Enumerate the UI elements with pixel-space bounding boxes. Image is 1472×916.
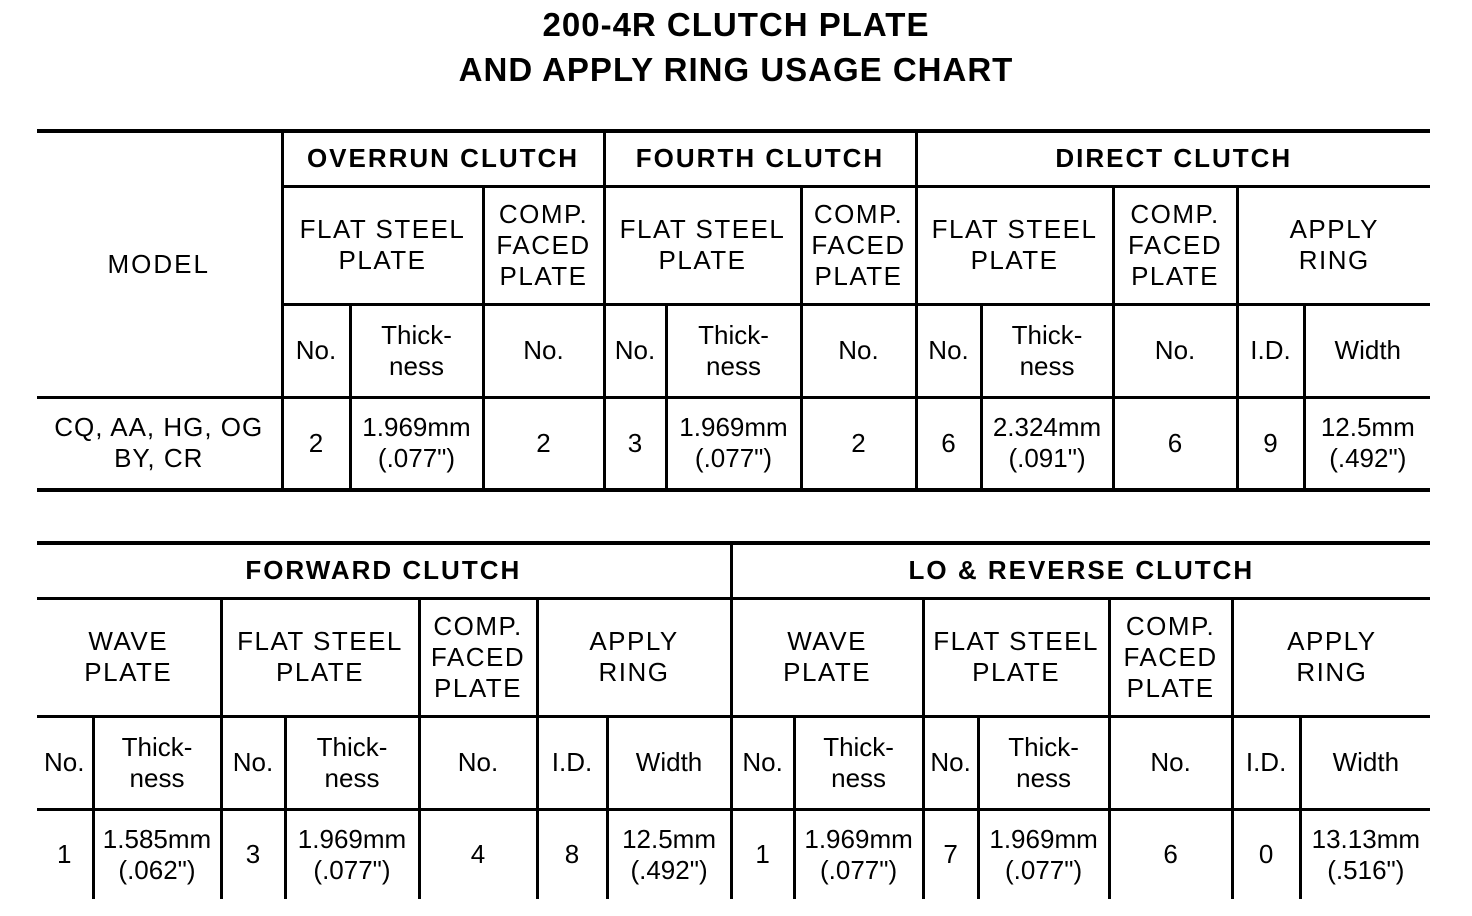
lr-apply-width-cell — [1300, 809, 1430, 899]
fourth-flat-steel-label-1: FLAT STEEL — [619, 214, 786, 244]
fourth-flat-thickness-header — [666, 304, 801, 397]
fourth-flat-thickness-cell — [666, 397, 801, 490]
fwd-wave-thickness-header — [93, 716, 221, 809]
thickness-label-1: Thick- — [121, 731, 193, 762]
direct-flat-in: (.091") — [1008, 443, 1086, 474]
lr-comp-faced-header — [1109, 598, 1232, 716]
thickness-label-2: ness — [129, 762, 185, 793]
direct-comp-no-header: No. — [1113, 304, 1237, 397]
overrun-flat-steel-label-1: FLAT STEEL — [299, 214, 466, 244]
fwd-apply-label-1: APPLY — [589, 626, 679, 656]
overrun-flat-thickness-header — [350, 304, 483, 397]
thickness-label-1: Thick- — [1011, 319, 1083, 350]
lr-flat-label-2: PLATE — [972, 657, 1061, 687]
fourth-comp-no-cell: 2 — [801, 397, 916, 490]
fwd-wave-no-cell: 1 — [57, 839, 72, 870]
lr-apply-id-cell: 0 — [1232, 809, 1300, 899]
thickness-label-2: ness — [1016, 762, 1072, 793]
lr-apply-in: (.516") — [1327, 854, 1405, 885]
thickness-label-1: Thick- — [381, 319, 452, 350]
overrun-flat-steel-label-2: PLATE — [338, 245, 427, 275]
usage-table-top — [37, 129, 1430, 492]
lr-comp-label-1: COMP. — [1125, 610, 1216, 641]
lr-flat-label-1: FLAT STEEL — [933, 626, 1099, 656]
lr-wave-thickness-cell — [794, 809, 923, 899]
direct-flat-steel-label-1: FLAT STEEL — [931, 214, 1098, 244]
overrun-flat-in: (.077") — [377, 443, 456, 474]
lr-flat-thickness-header — [978, 716, 1109, 809]
thickness-label-1: Thick- — [1008, 731, 1079, 762]
fwd-comp-label-3: PLATE — [434, 672, 522, 703]
fwd-apply-width-header: Width — [607, 716, 731, 809]
thickness-label-1: Thick- — [823, 731, 894, 762]
fwd-flat-in: (.077") — [313, 854, 391, 885]
fwd-comp-label-1: COMP. — [433, 610, 523, 641]
lr-flat-mm: 1.969mm — [989, 823, 1098, 854]
direct-clutch-header: DIRECT CLUTCH — [916, 131, 1430, 186]
fourth-comp-label-1: COMP. — [813, 198, 904, 229]
fwd-wave-label-1: WAVE — [88, 626, 169, 656]
fourth-comp-no-header: No. — [801, 304, 916, 397]
fwd-wave-no-header: No. — [37, 716, 93, 809]
direct-comp-label-1: COMP. — [1130, 198, 1220, 229]
direct-apply-mm: 12.5mm — [1320, 412, 1415, 443]
direct-flat-thickness-cell — [981, 397, 1113, 490]
fwd-wave-mm: 1.585mm — [102, 823, 212, 854]
lr-wave-in: (.077") — [820, 854, 898, 885]
fwd-apply-width-cell — [607, 809, 731, 899]
overrun-comp-label-1: COMP. — [498, 198, 589, 229]
fourth-clutch-header: FOURTH CLUTCH — [604, 131, 916, 186]
lr-apply-width-header: Width — [1300, 716, 1430, 809]
fwd-flat-mm: 1.969mm — [297, 823, 407, 854]
fwd-flat-thickness-cell — [285, 809, 419, 899]
fwd-flat-no-cell: 3 — [221, 809, 285, 899]
direct-flat-steel-label-2: PLATE — [970, 245, 1059, 275]
lr-flat-no-cell: 7 — [923, 809, 978, 899]
lo-reverse-clutch-header: LO & REVERSE CLUTCH — [731, 543, 1430, 598]
thickness-label-1: Thick- — [316, 731, 388, 762]
fwd-wave-plate-header — [37, 598, 221, 716]
fourth-flat-mm: 1.969mm — [679, 412, 788, 443]
thickness-label-2: ness — [1019, 350, 1075, 381]
lr-flat-thickness-cell — [978, 809, 1109, 899]
fourth-flat-no-cell: 3 — [604, 397, 666, 490]
fwd-apply-ring-header — [537, 598, 731, 716]
fwd-comp-no-header: No. — [419, 716, 537, 809]
model-header — [37, 131, 282, 397]
fwd-apply-id-header: I.D. — [537, 716, 607, 809]
overrun-comp-faced-header — [483, 186, 604, 304]
lr-apply-label-1: APPLY — [1287, 626, 1377, 656]
lr-comp-label-3: PLATE — [1126, 672, 1215, 703]
overrun-flat-steel-header — [282, 186, 483, 304]
lr-flat-in: (.077") — [1005, 854, 1083, 885]
direct-comp-no-cell: 6 — [1113, 397, 1237, 490]
fwd-apply-id-cell: 8 — [537, 809, 607, 899]
lr-apply-mm: 13.13mm — [1311, 823, 1421, 854]
fwd-comp-label-2: FACED — [430, 641, 526, 672]
fourth-comp-faced-header — [801, 186, 916, 304]
direct-flat-steel-header — [916, 186, 1113, 304]
lr-comp-no-header: No. — [1109, 716, 1232, 809]
lr-comp-label-2: FACED — [1123, 641, 1218, 672]
model-cell — [37, 397, 282, 490]
direct-apply-id-header: I.D. — [1237, 304, 1304, 397]
direct-apply-label-1: APPLY — [1289, 214, 1379, 244]
direct-apply-in: (.492") — [1329, 443, 1407, 474]
direct-comp-label-2: FACED — [1127, 229, 1223, 260]
overrun-flat-thickness-cell — [350, 397, 483, 490]
overrun-flat-no-header: No. — [282, 304, 350, 397]
direct-apply-id-cell: 9 — [1237, 397, 1304, 490]
direct-flat-thickness-header — [981, 304, 1113, 397]
lr-wave-no-cell: 1 — [731, 809, 794, 899]
lr-apply-label-2: RING — [1296, 657, 1368, 687]
lr-wave-label-1: WAVE — [787, 626, 867, 656]
overrun-clutch-header: OVERRUN CLUTCH — [282, 131, 604, 186]
thickness-label-1: Thick- — [698, 319, 769, 350]
fwd-flat-thickness-header — [285, 716, 419, 809]
fwd-comp-faced-header — [419, 598, 537, 716]
overrun-comp-no-header: No. — [483, 304, 604, 397]
direct-comp-faced-header — [1113, 186, 1237, 304]
overrun-comp-label-2: FACED — [496, 229, 591, 260]
fwd-apply-in: (.492") — [630, 854, 708, 885]
lr-flat-no-header: No. — [923, 716, 978, 809]
model-header-label: MODEL — [107, 248, 210, 279]
direct-flat-mm: 2.324mm — [992, 412, 1102, 443]
fwd-wave-thickness-cell — [93, 809, 221, 899]
lr-comp-no-cell: 6 — [1109, 809, 1232, 899]
thickness-label-2: ness — [389, 350, 444, 381]
direct-apply-width-cell — [1304, 397, 1430, 490]
lr-wave-mm: 1.969mm — [804, 823, 913, 854]
fourth-flat-steel-header — [604, 186, 801, 304]
lr-apply-ring-header — [1232, 598, 1430, 716]
fourth-flat-no-header: No. — [604, 304, 666, 397]
lr-wave-label-2: PLATE — [783, 657, 872, 687]
overrun-flat-mm: 1.969mm — [362, 412, 471, 443]
thickness-label-2: ness — [706, 350, 761, 381]
direct-apply-width-header: Width — [1304, 304, 1430, 397]
direct-flat-no-header: No. — [916, 304, 981, 397]
fourth-comp-label-3: PLATE — [814, 260, 903, 291]
fwd-wave-in: (.062") — [118, 854, 196, 885]
chart-title-line1: 200-4R CLUTCH PLATE — [542, 6, 930, 43]
fourth-flat-steel-label-2: PLATE — [658, 245, 747, 275]
fwd-apply-mm: 12.5mm — [622, 823, 716, 854]
lr-wave-plate-header — [731, 598, 923, 716]
fwd-comp-no-cell: 4 — [419, 809, 537, 899]
fourth-comp-label-2: FACED — [811, 229, 906, 260]
thickness-label-2: ness — [831, 762, 887, 793]
direct-apply-ring-header — [1237, 186, 1430, 304]
lr-apply-id-header: I.D. — [1232, 716, 1300, 809]
lr-flat-steel-header — [923, 598, 1109, 716]
lr-wave-thickness-header — [794, 716, 923, 809]
fourth-flat-in: (.077") — [694, 443, 773, 474]
direct-flat-no-cell: 6 — [916, 397, 981, 490]
model-codes-line-1: CQ, AA, HG, OG — [54, 412, 264, 443]
fwd-apply-label-2: RING — [598, 657, 670, 687]
overrun-comp-label-3: PLATE — [499, 260, 588, 291]
direct-comp-label-3: PLATE — [1131, 260, 1219, 291]
direct-apply-label-2: RING — [1298, 245, 1370, 275]
overrun-comp-no-cell: 2 — [483, 397, 604, 490]
model-codes-line-2: BY, CR — [114, 443, 204, 474]
overrun-flat-no-cell: 2 — [282, 397, 350, 490]
lr-wave-no-header: No. — [731, 716, 794, 809]
chart-title-line2: AND APPLY RING USAGE CHART — [458, 51, 1014, 88]
usage-table-bottom — [37, 541, 1430, 899]
fwd-wave-label-2: PLATE — [84, 657, 173, 687]
forward-clutch-header: FORWARD CLUTCH — [37, 543, 731, 598]
fwd-flat-steel-header — [221, 598, 419, 716]
fwd-flat-label-2: PLATE — [276, 657, 364, 687]
chart-title — [0, 2, 1472, 92]
fwd-flat-label-1: FLAT STEEL — [237, 626, 403, 656]
fwd-flat-no-header: No. — [221, 716, 285, 809]
thickness-label-2: ness — [324, 762, 380, 793]
